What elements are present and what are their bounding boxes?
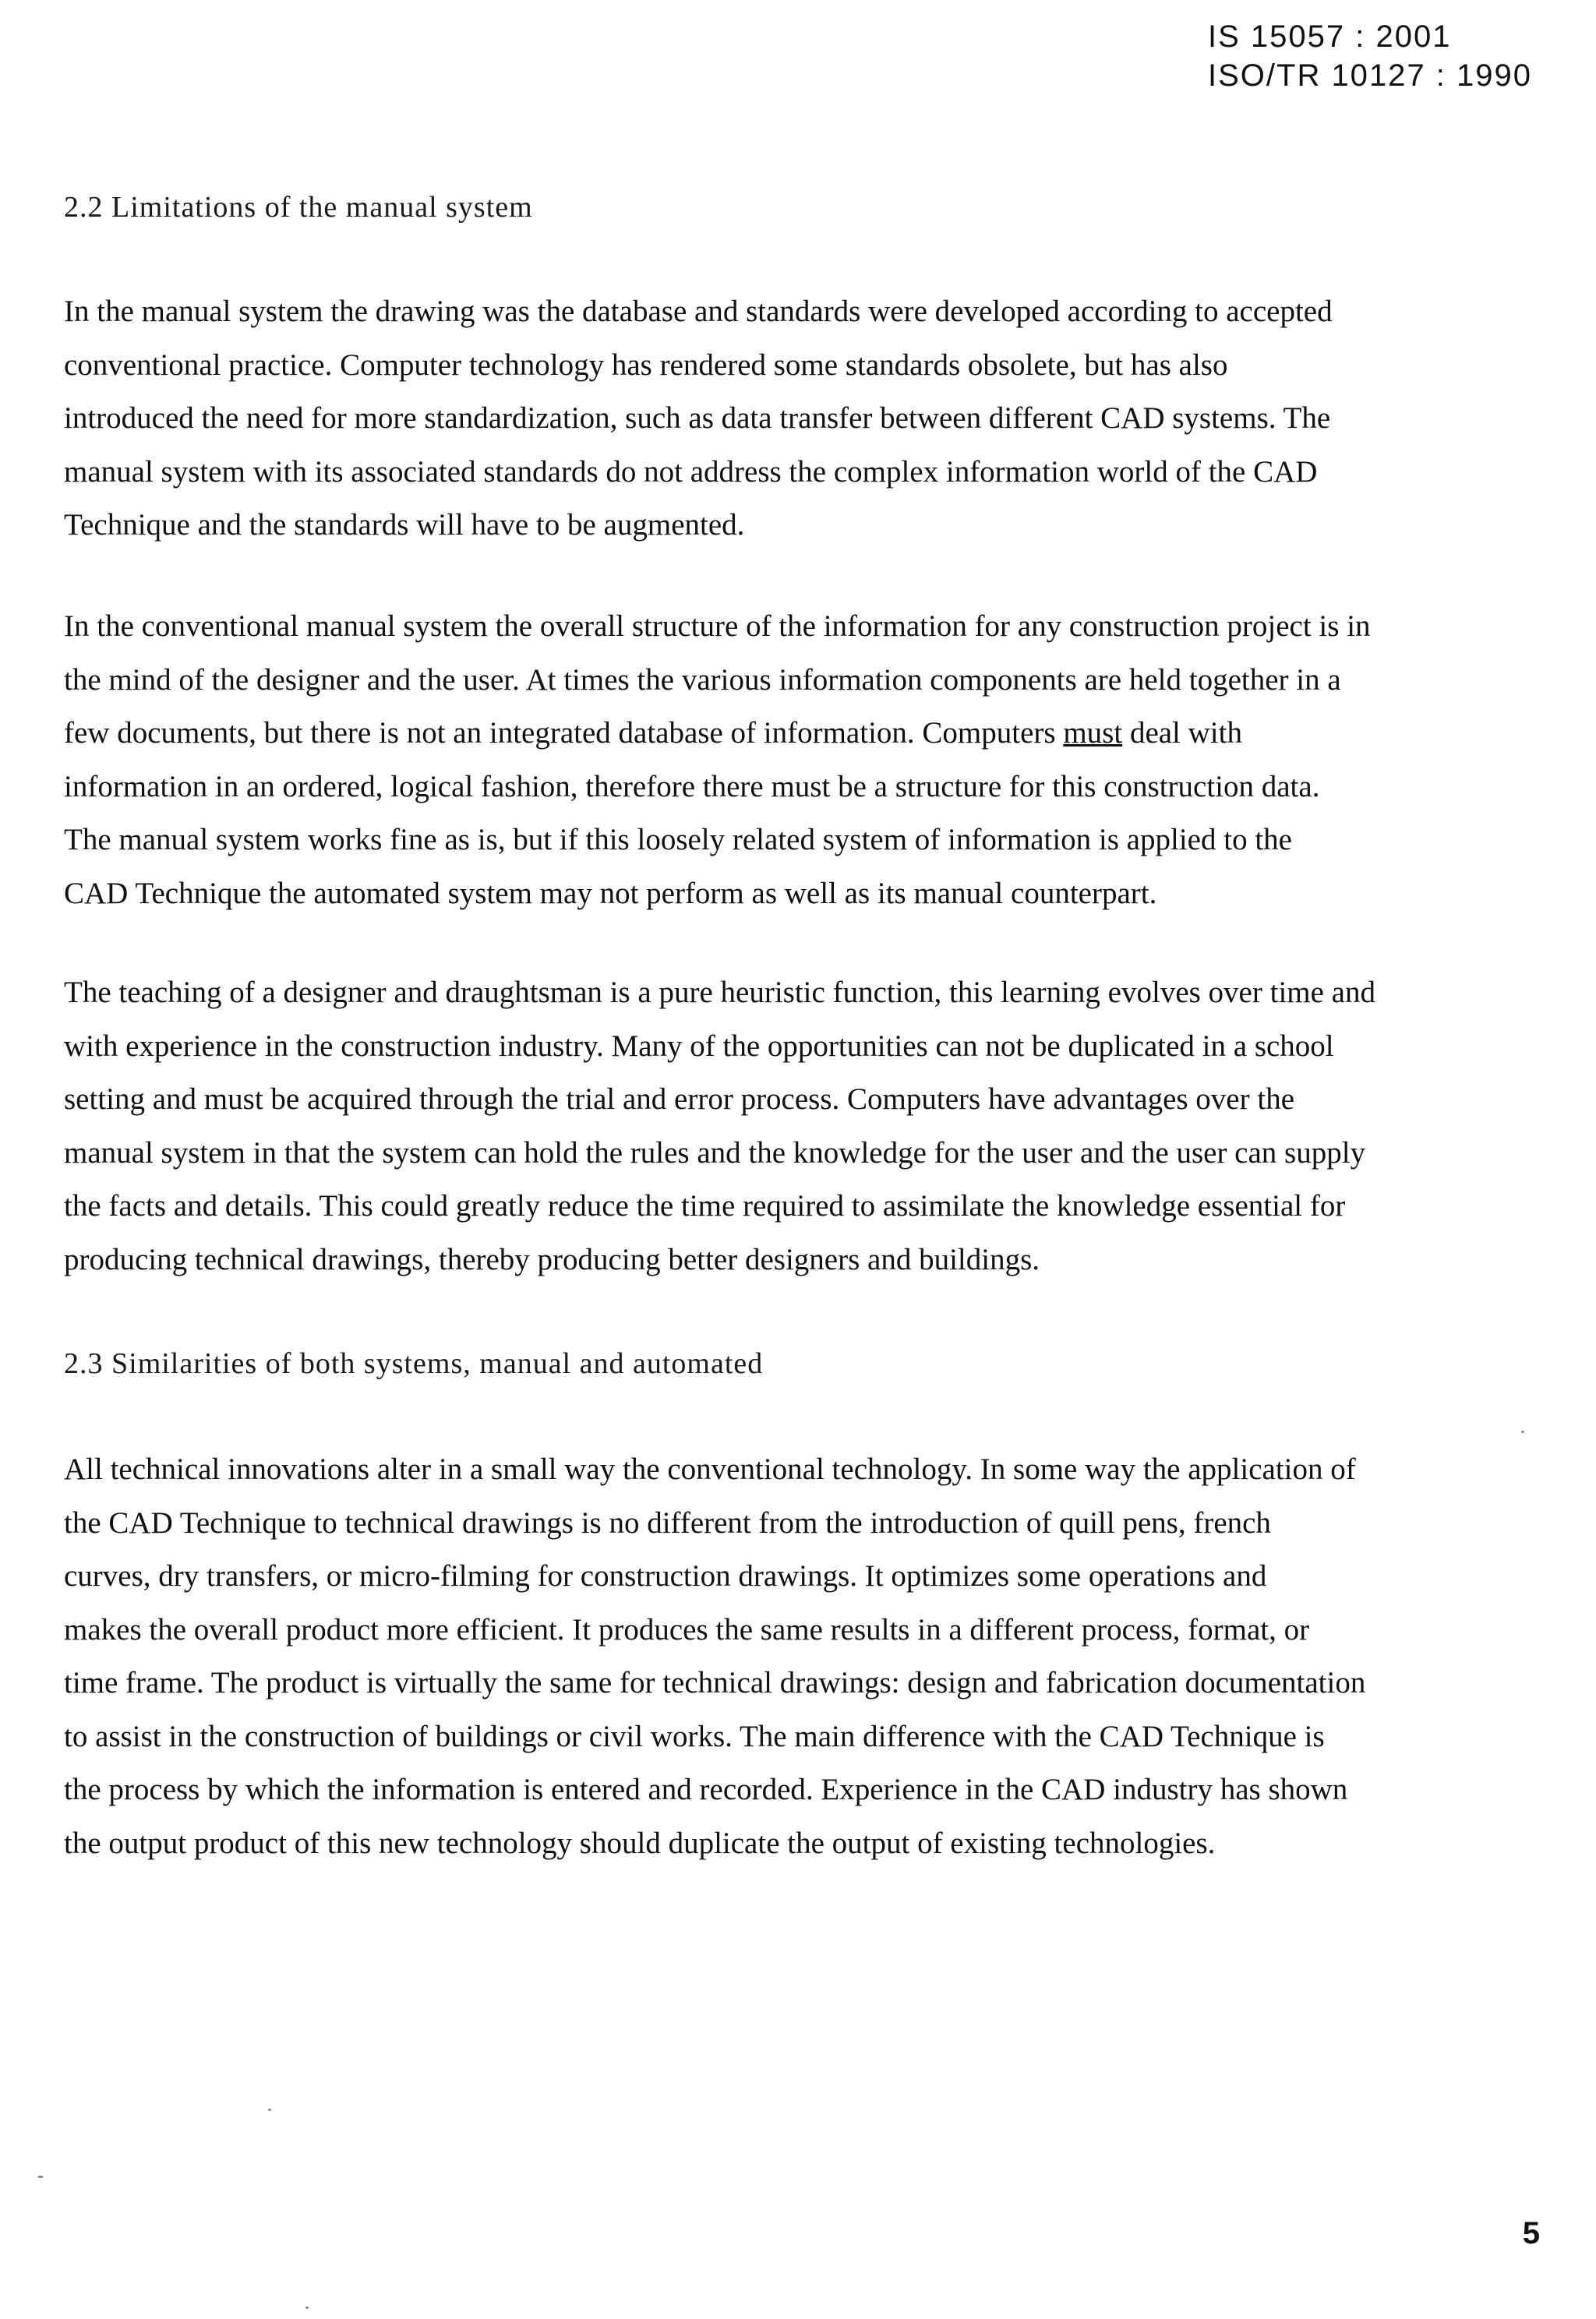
text-line: The manual system works fine as is, but if this loosely related system of information is applied to the — [64, 823, 1292, 856]
underlined-word: must — [1063, 716, 1123, 750]
section-heading-2-3: 2.3 Similarities of both systems, manual and automated — [64, 1347, 764, 1380]
text-line: All technical innovations alter in a small way the conventional technology. In some way the application of — [64, 1452, 1356, 1486]
text-line: the output product of this new technology should duplicate the output of existing technologies. — [64, 1826, 1216, 1860]
text-line — [64, 707, 1545, 761]
text-line: In the conventional manual system the overall structure of the information for any construction project is in — [64, 609, 1371, 643]
text-line: the CAD Technique to technical drawings is no different from the introduction of quill pens, french — [64, 1505, 1271, 1540]
text-line: information in an ordered, logical fashion, therefore there must be a structure for this construction data. — [64, 769, 1320, 803]
text-line: setting and must be acquired through the trial and error process. Computers have advantages over the — [64, 1082, 1295, 1116]
text-line: CAD Technique the automated system may not perform as well as its manual counterpart. — [64, 876, 1157, 910]
text-line: The teaching of a designer and draughtsman is a pure heuristic function, this learning evolves over time and — [64, 976, 1375, 1009]
text-fragment: deal with — [1122, 716, 1242, 750]
page-number: 5 — [1522, 2216, 1540, 2250]
text-line: to assist in the construction of buildings or civil works. The main difference with the CAD Technique is — [64, 1719, 1325, 1753]
paragraph-similarities-1 — [64, 1443, 1545, 1870]
scan-speck — [1521, 1431, 1524, 1433]
paragraph-limitations-2 — [64, 600, 1545, 920]
text-line: manual system in that the system can hold the rules and the knowledge for the user and the user can supply — [64, 1135, 1366, 1170]
text-line: conventional practice. Computer technology has rendered some standards obsolete, but has also — [64, 348, 1228, 382]
text-line: manual system with its associated standards do not address the complex information world of the CAD — [64, 454, 1318, 489]
text-line: the process by which the information is entered and recorded. Experience in the CAD industry has shown — [64, 1773, 1348, 1806]
scan-speck — [268, 2109, 271, 2111]
text-line: time frame. The product is virtually the same for technical drawings: design and fabrication documentation — [64, 1666, 1366, 1700]
text-line: Technique and the standards will have to be augmented. — [64, 508, 745, 542]
document-header — [1208, 17, 1532, 95]
scan-speck — [305, 2307, 309, 2309]
section-heading-2-2: 2.2 Limitations of the manual system — [64, 191, 533, 224]
text-line: In the manual system the drawing was the database and standards were developed according to accepted — [64, 295, 1333, 328]
paragraph-limitations-1 — [64, 285, 1545, 552]
text-line: the facts and details. This could greatly reduce the time required to assimilate the knowledge essential for — [64, 1189, 1346, 1223]
text-line: curves, dry transfers, or micro-filming for construction drawings. It optimizes some operations and — [64, 1559, 1267, 1593]
standard-number-is: IS 15057 : 2001 — [1207, 19, 1452, 54]
text-line: with experience in the construction industry. Many of the opportunities can not be duplicated in a school — [64, 1029, 1334, 1063]
scan-speck — [37, 2176, 44, 2178]
text-line: producing technical drawings, thereby producing better designers and buildings. — [64, 1242, 1040, 1276]
text-fragment: few documents, but there is not an integrated database of information. Computers — [64, 716, 1064, 750]
paragraph-limitations-3 — [64, 966, 1545, 1287]
standard-number-iso: ISO/TR 10127 : 1990 — [1207, 58, 1532, 93]
text-line: introduced the need for more standardization, such as data transfer between different CAD systems. The — [64, 401, 1331, 435]
text-line: the mind of the designer and the user. At times the various information components are held together in a — [64, 662, 1341, 697]
text-line: makes the overall product more efficient. It produces the same results in a different process, format, or — [64, 1612, 1310, 1647]
